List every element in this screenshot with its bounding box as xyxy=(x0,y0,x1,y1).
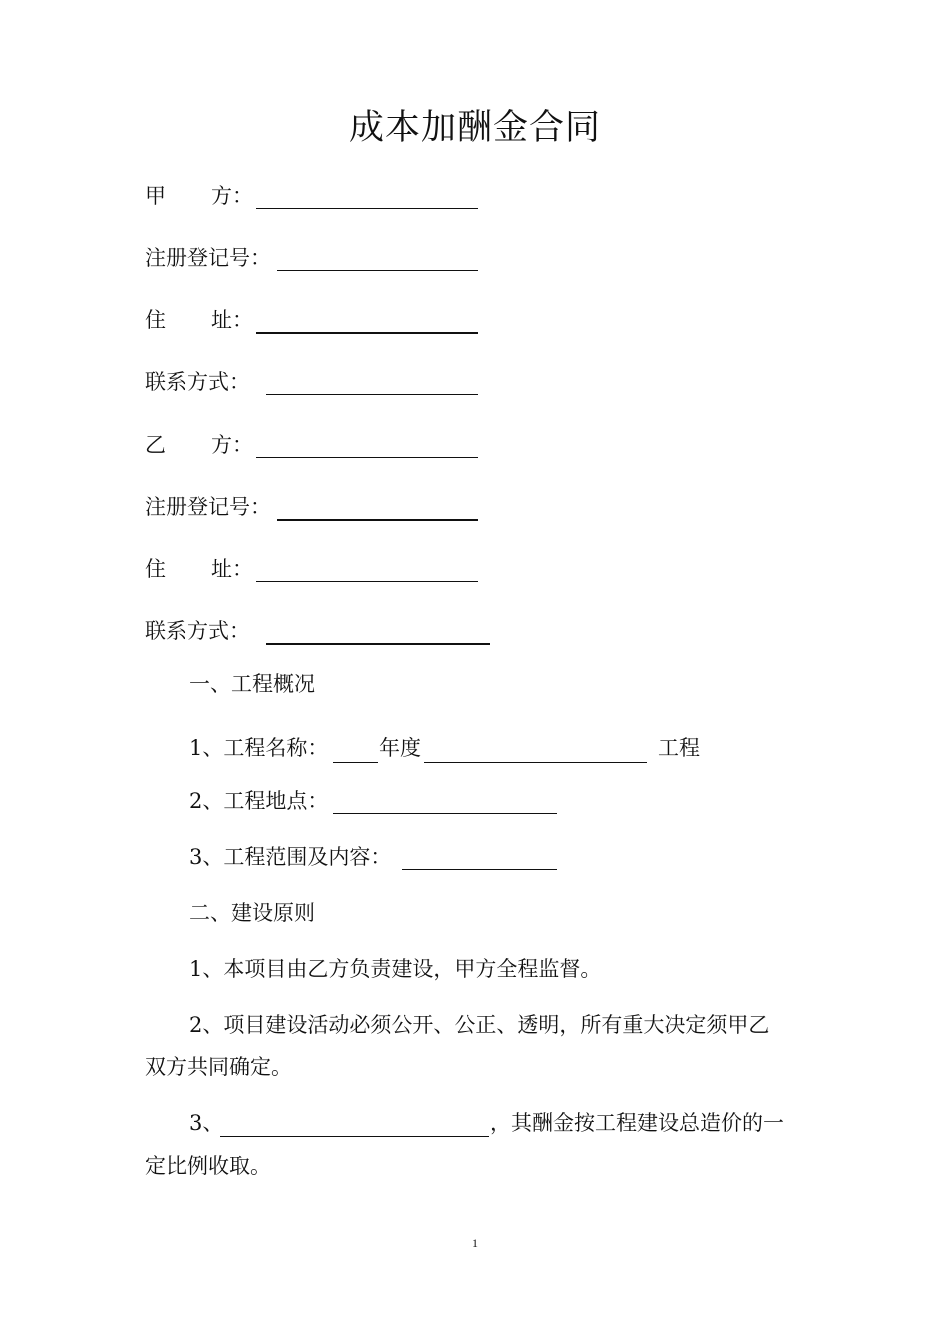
party-b-reg-blank[interactable] xyxy=(277,519,478,521)
project-scope-blank[interactable] xyxy=(402,869,557,870)
project-location-label: 2、工程地点： xyxy=(189,789,329,813)
project-name-label: 1、工程名称： xyxy=(189,736,329,760)
party-a-label: 甲 xyxy=(145,184,166,208)
party-b-name-blank[interactable] xyxy=(256,457,478,458)
party-b-contact-blank[interactable] xyxy=(266,643,490,645)
principle-3-suffix: ，其酬金按工程建设总造价的一 xyxy=(490,1111,784,1135)
section2-heading: 二、建设原则 xyxy=(189,901,315,925)
page-number: 1 xyxy=(472,1236,478,1250)
project-location-blank[interactable] xyxy=(333,813,557,814)
section1-heading: 一、工程概况 xyxy=(189,672,315,696)
party-a-addr-label-suffix: 址： xyxy=(211,308,253,332)
project-name-blank[interactable] xyxy=(424,762,647,763)
principle-2-line1: 2、项目建设活动必须公开、公正、透明，所有重大决定须甲乙 xyxy=(189,1013,770,1037)
party-a-addr-blank[interactable] xyxy=(256,332,478,334)
principle-3-line2: 定比例收取。 xyxy=(145,1154,271,1178)
principle-1: 1、本项目由乙方负责建设，甲方全程监督。 xyxy=(189,957,602,981)
party-b-label: 乙 xyxy=(145,433,166,457)
party-b-reg-label: 注册登记号： xyxy=(145,495,271,519)
party-a-reg-blank[interactable] xyxy=(277,270,478,271)
document-title: 成本加酬金合同 xyxy=(348,108,601,148)
party-b-addr-label-suffix: 址： xyxy=(211,557,253,581)
party-a-label-suffix: 方： xyxy=(211,184,253,208)
party-b-addr-blank[interactable] xyxy=(256,581,478,582)
principle-2-line2: 双方共同确定。 xyxy=(145,1055,292,1079)
party-a-addr-label: 住 xyxy=(145,308,166,332)
party-a-reg-label: 注册登记号： xyxy=(145,246,271,270)
party-a-contact-label: 联系方式： xyxy=(145,370,250,394)
party-b-label-suffix: 方： xyxy=(211,433,253,457)
party-a-contact-blank[interactable] xyxy=(266,394,478,395)
project-name-suffix: 工程 xyxy=(658,736,700,760)
principle-3-prefix: 3、 xyxy=(189,1111,224,1135)
principle-3-blank[interactable] xyxy=(220,1136,489,1137)
project-scope-label: 3、工程范围及内容： xyxy=(189,845,392,869)
party-a-name-blank[interactable] xyxy=(256,208,478,209)
project-year-label: 年度 xyxy=(379,736,421,760)
project-year-blank[interactable] xyxy=(333,762,378,763)
party-b-contact-label: 联系方式： xyxy=(145,619,250,643)
party-b-addr-label: 住 xyxy=(145,557,166,581)
